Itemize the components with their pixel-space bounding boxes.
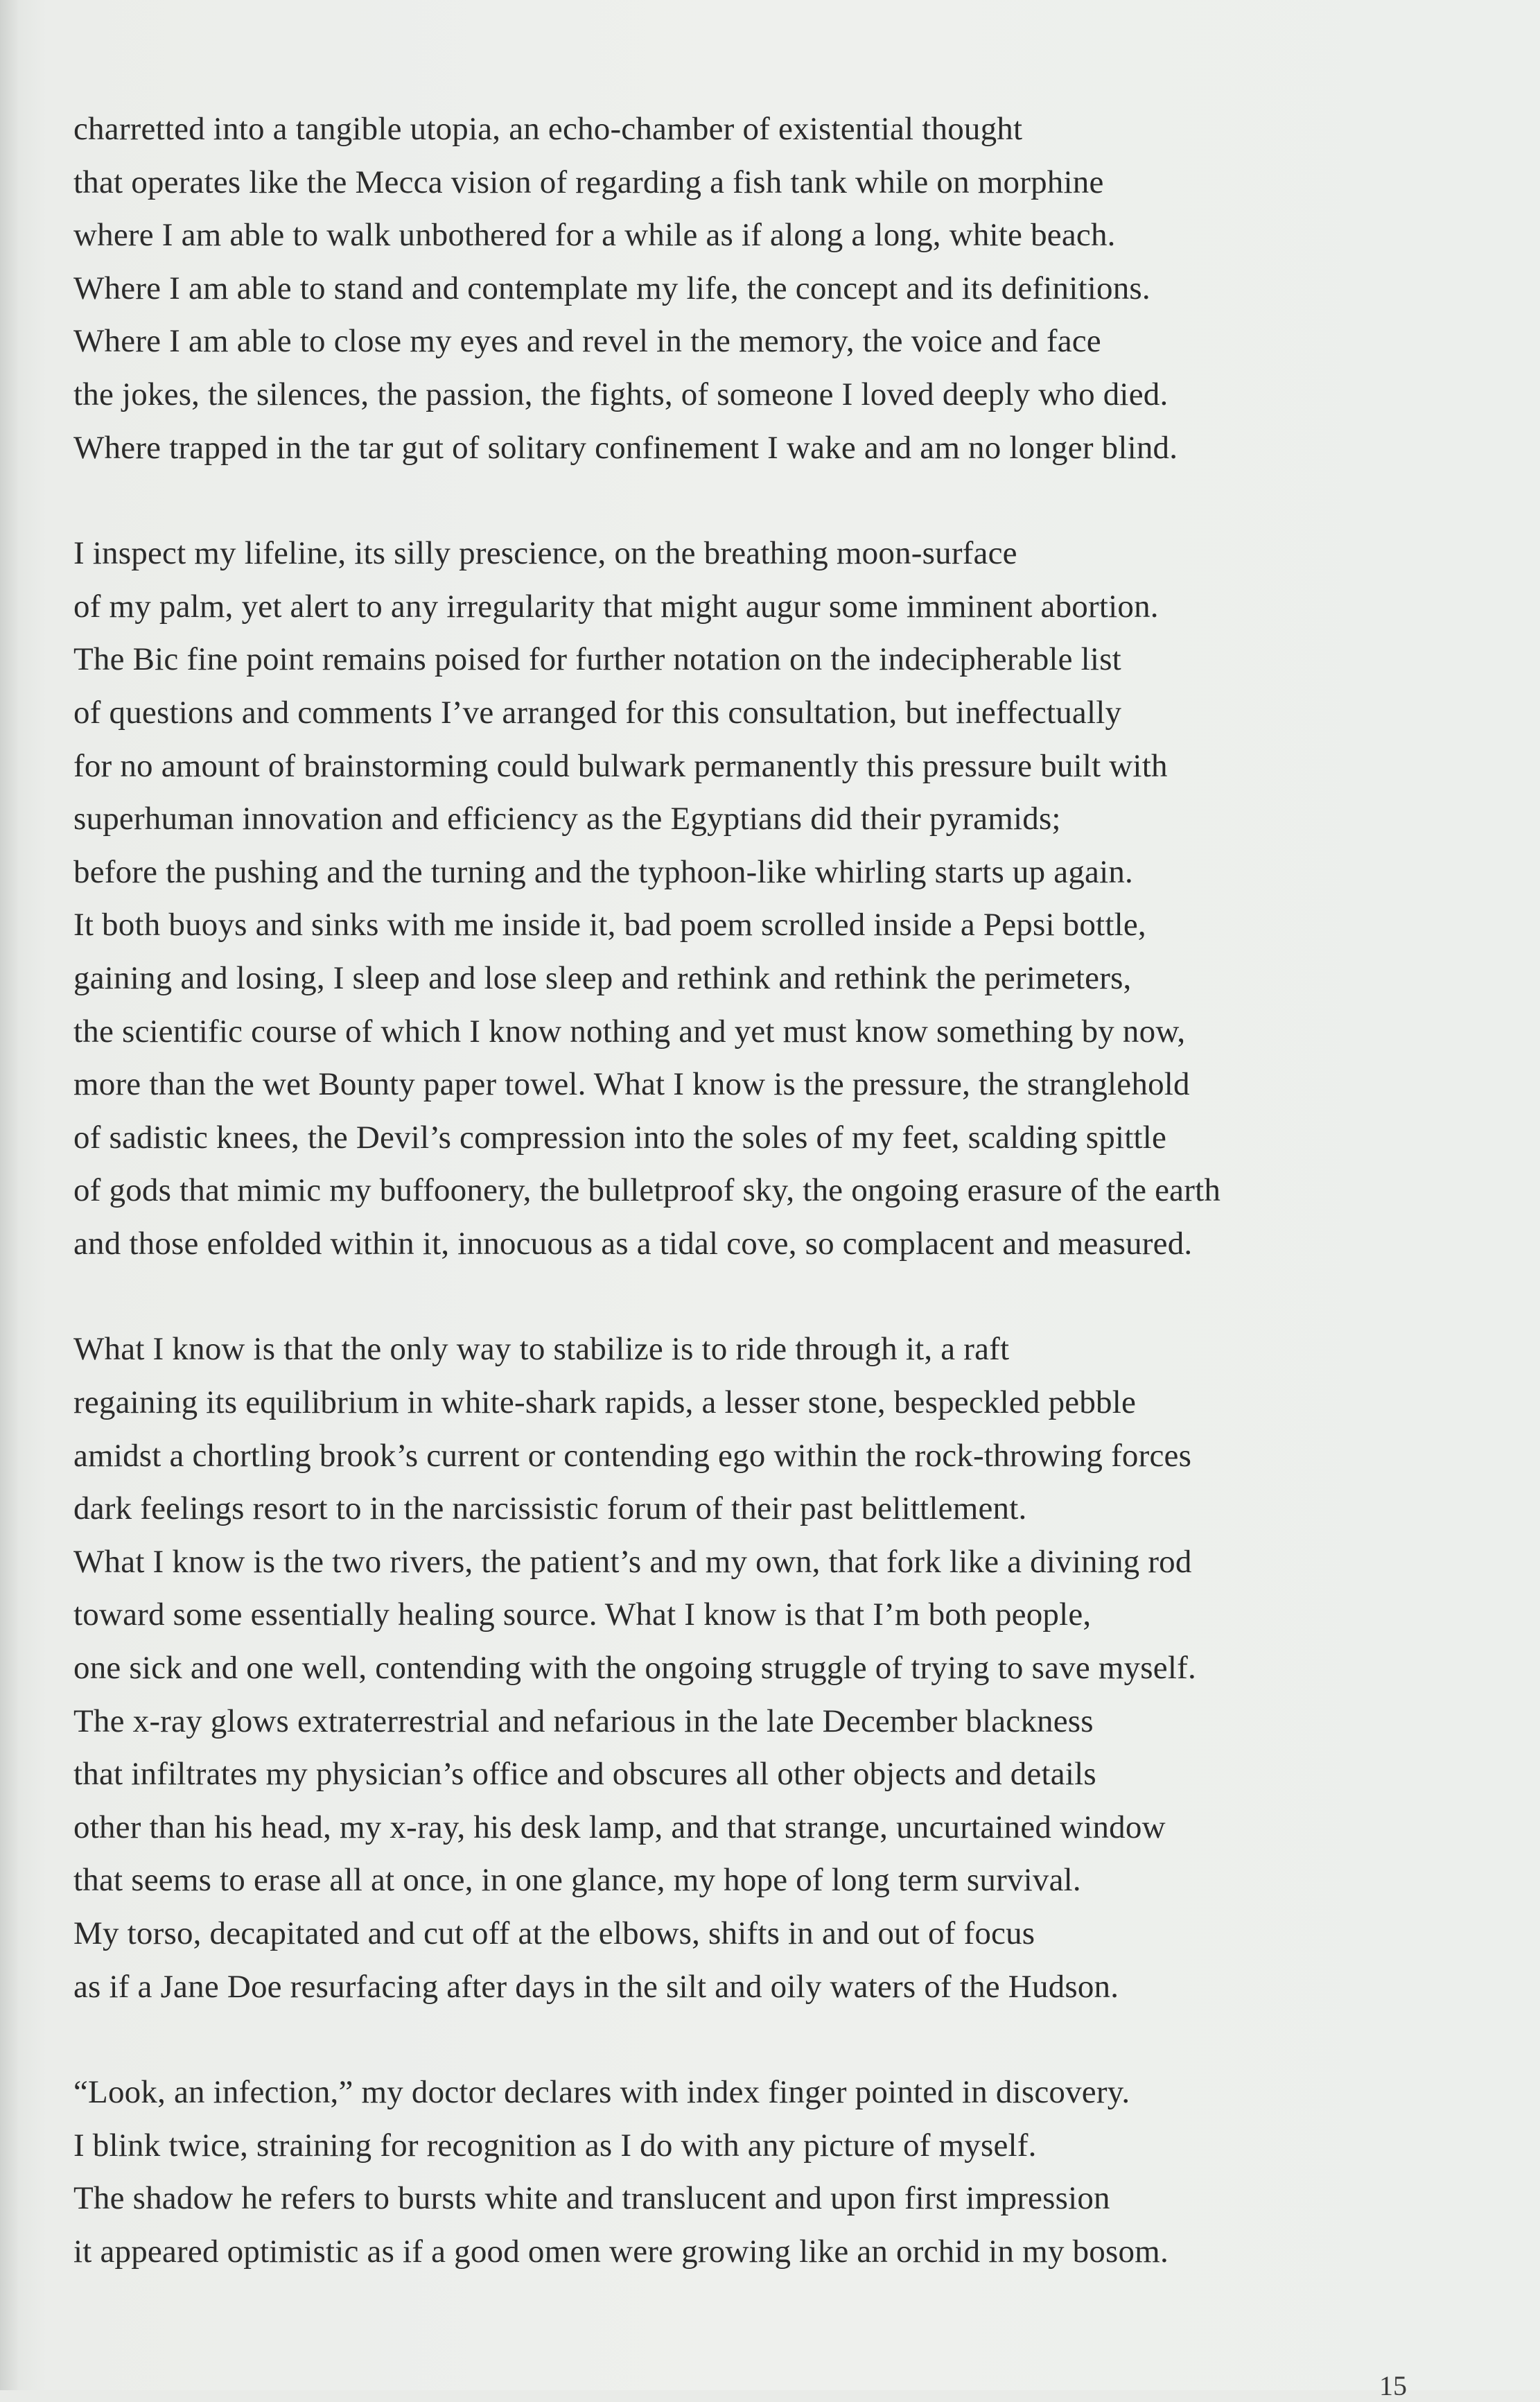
- stanza-4: [73, 2066, 1487, 2278]
- poem-line: My torso, decapitated and cut off at the elbows, shifts in and out of focus: [73, 1915, 1035, 1951]
- poem-line: more than the wet Bounty paper towel. What I know is the pressure, the stranglehold: [73, 1066, 1190, 1103]
- poem-line: and those enfolded within it, innocuous as a tidal cove, so complacent and measured.: [73, 1225, 1193, 1262]
- stanza-1: [73, 103, 1487, 474]
- poem-line: The x-ray glows extraterrestrial and nefarious in the late December blackness: [73, 1703, 1094, 1739]
- poem-line: gaining and losing, I sleep and lose sleep and rethink and rethink the perimeters,: [73, 959, 1132, 996]
- poem-line: where I am able to walk unbothered for a while as if along a long, white beach.: [73, 217, 1116, 254]
- poem-line: amidst a chortling brook’s current or contending ego within the rock-throwing forces: [73, 1437, 1192, 1474]
- poem-line: The shadow he refers to bursts white and translucent and upon first impression: [73, 2180, 1110, 2217]
- poem-line: that seems to erase all at once, in one glance, my hope of long term survival.: [73, 1862, 1081, 1899]
- poem-line: What I know is the two rivers, the patient’s and my own, that fork like a divining rod: [73, 1543, 1192, 1580]
- poem-line: other than his head, my x-ray, his desk lamp, and that strange, uncurtained window: [73, 1809, 1166, 1845]
- stanza-2: [73, 527, 1487, 1270]
- poem-line: of gods that mimic my buffoonery, the bulletproof sky, the ongoing erasure of the earth: [73, 1172, 1221, 1209]
- poem-text: [73, 103, 1487, 2331]
- poem-line: as if a Jane Doe resurfacing after days in the silt and oily waters of the Hudson.: [73, 1968, 1119, 2005]
- poem-line: dark feelings resort to in the narcissistic forum of their past belittlement.: [73, 1490, 1027, 1527]
- poem-line: of my palm, yet alert to any irregularity that might augur some imminent abortion.: [73, 588, 1159, 625]
- poem-line: “Look, an infection,” my doctor declares with index finger pointed in discovery.: [73, 2074, 1130, 2111]
- poem-line: Where I am able to close my eyes and revel in the memory, the voice and face: [73, 323, 1101, 360]
- poem-line: The Bic fine point remains poised for further notation on the indecipherable list: [73, 641, 1121, 678]
- poem-line: Where I am able to stand and contemplate my life, the concept and its definitions.: [73, 270, 1150, 306]
- poem-line: that operates like the Mecca vision of regarding a fish tank while on morphine: [73, 164, 1104, 200]
- poem-line: that infiltrates my physician’s office and obscures all other objects and details: [73, 1756, 1096, 1793]
- poem-line: Where trapped in the tar gut of solitary confinement I wake and am no longer blind.: [73, 429, 1178, 466]
- poem-line: one sick and one well, contending with the ongoing struggle of trying to save myself.: [73, 1650, 1196, 1687]
- book-gutter: [0, 0, 18, 2390]
- poem-line: for no amount of brainstorming could bulwark permanently this pressure built with: [73, 747, 1168, 784]
- poem-line: I inspect my lifeline, its silly prescience, on the breathing moon-surface: [73, 535, 1017, 572]
- poem-line: it appeared optimistic as if a good omen were growing like an orchid in my bosom.: [73, 2233, 1169, 2270]
- stanza-3: [73, 1323, 1487, 2013]
- poem-line: before the pushing and the turning and the typhoon-like whirling starts up again.: [73, 853, 1134, 890]
- poem-line: regaining its equilibrium in white-shark rapids, a lesser stone, bespeckled pebble: [73, 1384, 1137, 1421]
- poem-line: the jokes, the silences, the passion, the fights, of someone I loved deeply who died.: [73, 376, 1169, 412]
- poem-line: It both buoys and sinks with me inside it, bad poem scrolled inside a Pepsi bottle,: [73, 907, 1146, 943]
- poem-line: of questions and comments I’ve arranged for this consultation, but ineffectually: [73, 694, 1122, 731]
- poem-line: What I know is that the only way to stabilize is to ride through it, a raft: [73, 1331, 1010, 1368]
- poem-line: toward some essentially healing source. What I know is that I’m both people,: [73, 1596, 1092, 1633]
- poem-line: the scientific course of which I know nothing and yet must know something by now,: [73, 1013, 1186, 1050]
- poem-line: of sadistic knees, the Devil’s compression into the soles of my feet, scalding spittle: [73, 1119, 1167, 1156]
- page-number: 15: [1379, 2370, 1407, 2401]
- poem-line: I blink twice, straining for recognition as I do with any picture of myself.: [73, 2127, 1037, 2164]
- poem-line: charretted into a tangible utopia, an echo-chamber of existential thought: [73, 111, 1023, 147]
- poem-line: superhuman innovation and efficiency as the Egyptians did their pyramids;: [73, 801, 1061, 837]
